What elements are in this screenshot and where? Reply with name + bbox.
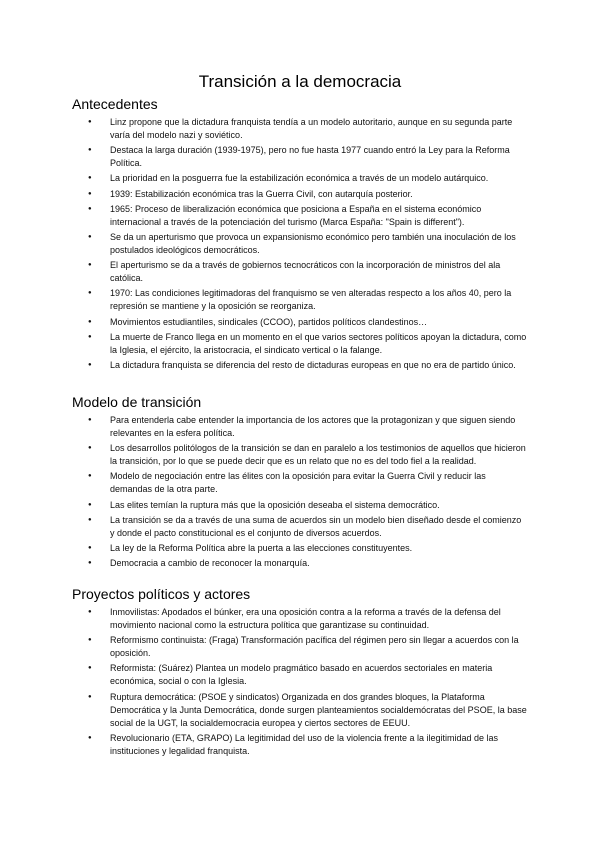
list-item: ● Inmovilistas: Apodados el búnker, era una oposición contra a la reforma a través de la defensa del movimiento nacional como la estructura política que garantizase su continuidad. [72,606,528,632]
list-item: ● Democracia a cambio de reconocer la monarquía. [72,557,528,570]
section-antecedentes [72,96,528,374]
list-item: ● La prioridad en la posguerra fue la estabilización económica a través de un modelo autárquico. [72,172,528,185]
list-item: ● Ruptura democrática: (PSOE y sindicatos) Organizada en dos grandes bloques, la Plataforma Democrática y la Junta Democrática, donde surgen planteamientos socialdemócratas del PSOE, la base social de la UGT, la socialdemocracia europea y ciertos sectores de EEUU. [72,691,528,730]
section-proyectos-actores [72,586,528,760]
list-item: ● 1970: Las condiciones legitimadoras del franquismo se ven alteradas respecto a los años 40, pero la represión se mantiene y la oposición se reorganiza. [72,287,528,313]
list-item: ● Se da un aperturismo que provoca un expansionismo económico pero también una inoculación de los postulados ideológicos democráticos. [72,231,528,257]
list-item: ● Las elites temían la ruptura más que la oposición deseaba el sistema democrático. [72,499,528,512]
bullet-list [72,414,528,570]
bullet-list [72,606,528,758]
bullet-list [72,116,528,372]
list-item: ● Reformista: (Suárez) Plantea un modelo pragmático basado en acuerdos sectoriales en materia económica, social o con la Iglesia. [72,662,528,688]
list-item: ● Movimientos estudiantiles, sindicales (CCOO), partidos políticos clandestinos… [72,316,528,329]
section-modelo-transicion [72,394,528,572]
list-item: ● Los desarrollos politólogos de la transición se dan en paralelo a los testimonios de aquellos que hicieron la transición, por lo que se puede decir que es un relato que no es del todo fiel a la realidad. [72,442,528,468]
section-heading: Proyectos políticos y actores [72,586,251,602]
list-item: ● Revolucionario (ETA, GRAPO) La legitimidad del uso de la violencia frente a la ilegitimidad de las instituciones y legalidad franquista. [72,732,528,758]
section-heading: Antecedentes [72,96,158,112]
list-item: ● Linz propone que la dictadura franquista tendía a un modelo autoritario, aunque en su segunda parte varía del modelo nazi y soviético. [72,116,528,142]
list-item: ● Para entenderla cabe entender la importancia de los actores que la protagonizan y que siguen siendo relevantes en la esfera política. [72,414,528,440]
list-item: ● La transición se da a través de una suma de acuerdos sin un modelo bien diseñado desde el comienzo y donde el pacto constitucional es el conjunto de diversos acuerdos. [72,514,528,540]
list-item: ● 1965: Proceso de liberalización económica que posiciona a España en el sistema económico internacional a través de la potenciación del turismo (Marca España: "Spain is different"). [72,203,528,229]
list-item: ● 1939: Estabilización económica tras la Guerra Civil, con autarquía posterior. [72,188,528,201]
list-item: ● La ley de la Reforma Política abre la puerta a las elecciones constituyentes. [72,542,528,555]
section-heading: Modelo de transición [72,394,202,410]
list-item: ● La muerte de Franco llega en un momento en el que varios sectores políticos apoyan la dictadura, como la Iglesia, el ejército, la aristocracia, el sindicato vertical o la falange. [72,331,528,357]
page-title: Transición a la democracia [198,72,402,91]
list-item: ● La dictadura franquista se diferencia del resto de dictaduras europeas en que no era de partido único. [72,359,528,372]
list-item: ● Destaca la larga duración (1939-1975), pero no fue hasta 1977 cuando entró la Ley para la Reforma Política. [72,144,528,170]
list-item: ● Reformismo continuista: (Fraga) Transformación pacífica del régimen pero sin llegar a acuerdos con la oposición. [72,634,528,660]
list-item: ● Modelo de negociación entre las élites con la oposición para evitar la Guerra Civil y reducir las demandas de la otra parte. [72,470,528,496]
list-item: ● El aperturismo se da a través de gobiernos tecnocráticos con la incorporación de ministros del ala católica. [72,259,528,285]
